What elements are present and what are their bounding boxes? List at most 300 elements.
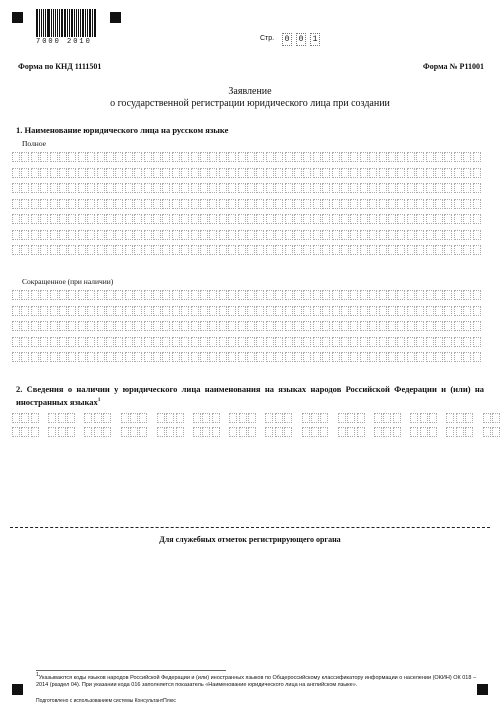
- char-cell[interactable]: [162, 168, 170, 178]
- char-cell[interactable]: [444, 152, 452, 162]
- char-cell[interactable]: [473, 152, 481, 162]
- char-cell[interactable]: [369, 321, 377, 331]
- char-cell[interactable]: [285, 337, 293, 347]
- char-cell[interactable]: [379, 337, 387, 347]
- char-cell[interactable]: [426, 337, 434, 347]
- char-cell[interactable]: [87, 321, 95, 331]
- char-cell[interactable]: [444, 214, 452, 224]
- char-cell[interactable]: [166, 427, 174, 437]
- char-cell[interactable]: [294, 152, 302, 162]
- char-cell[interactable]: [341, 152, 349, 162]
- char-cell[interactable]: [416, 337, 424, 347]
- char-cell[interactable]: [31, 183, 39, 193]
- char-cell[interactable]: [78, 214, 86, 224]
- char-cell[interactable]: [397, 337, 405, 347]
- char-cell[interactable]: [256, 290, 264, 300]
- char-cell[interactable]: [181, 290, 189, 300]
- char-cell[interactable]: [48, 413, 56, 423]
- char-cell[interactable]: [285, 168, 293, 178]
- char-cell[interactable]: [454, 168, 462, 178]
- char-cell[interactable]: [341, 230, 349, 240]
- char-cell[interactable]: [106, 152, 114, 162]
- char-cell[interactable]: [341, 321, 349, 331]
- char-cell[interactable]: [228, 306, 236, 316]
- char-cell[interactable]: [456, 413, 464, 423]
- char-cell[interactable]: [266, 321, 274, 331]
- char-cell[interactable]: [200, 245, 208, 255]
- char-cell[interactable]: [388, 168, 396, 178]
- char-cell[interactable]: [191, 321, 199, 331]
- char-cell[interactable]: [200, 214, 208, 224]
- char-cell[interactable]: [181, 306, 189, 316]
- char-cell[interactable]: [416, 199, 424, 209]
- char-cell[interactable]: [125, 183, 133, 193]
- char-cell[interactable]: [350, 152, 358, 162]
- char-cell[interactable]: [332, 168, 340, 178]
- char-cell[interactable]: [97, 214, 105, 224]
- char-cell[interactable]: [360, 245, 368, 255]
- char-cell[interactable]: [12, 306, 20, 316]
- char-cell[interactable]: [303, 214, 311, 224]
- char-cell[interactable]: [125, 290, 133, 300]
- char-cell[interactable]: [172, 321, 180, 331]
- char-cell[interactable]: [97, 306, 105, 316]
- char-cell[interactable]: [444, 352, 452, 362]
- char-cell[interactable]: [284, 427, 292, 437]
- char-cell[interactable]: [40, 230, 48, 240]
- char-cell[interactable]: [341, 199, 349, 209]
- char-cell[interactable]: [426, 352, 434, 362]
- char-cell[interactable]: [125, 337, 133, 347]
- char-cell[interactable]: [473, 168, 481, 178]
- char-cell[interactable]: [125, 214, 133, 224]
- char-cell[interactable]: [115, 352, 123, 362]
- char-cell[interactable]: [134, 337, 142, 347]
- char-cell[interactable]: [426, 214, 434, 224]
- char-cell[interactable]: [238, 306, 246, 316]
- char-cell[interactable]: [40, 245, 48, 255]
- char-cell[interactable]: [219, 214, 227, 224]
- char-cell[interactable]: [153, 230, 161, 240]
- char-cell[interactable]: [285, 321, 293, 331]
- char-cell[interactable]: [379, 230, 387, 240]
- char-cell[interactable]: [200, 183, 208, 193]
- char-cell[interactable]: [31, 306, 39, 316]
- char-cell[interactable]: [266, 306, 274, 316]
- char-cell[interactable]: [219, 199, 227, 209]
- char-cell[interactable]: [50, 306, 58, 316]
- char-cell[interactable]: [454, 152, 462, 162]
- char-cell[interactable]: [332, 199, 340, 209]
- char-cell[interactable]: [454, 321, 462, 331]
- char-cell[interactable]: [429, 413, 437, 423]
- char-cell[interactable]: [144, 214, 152, 224]
- char-cell[interactable]: [97, 245, 105, 255]
- char-cell[interactable]: [416, 352, 424, 362]
- char-cell[interactable]: [313, 214, 321, 224]
- char-cell[interactable]: [463, 199, 471, 209]
- char-cell[interactable]: [134, 168, 142, 178]
- char-cell[interactable]: [125, 306, 133, 316]
- char-cell[interactable]: [228, 337, 236, 347]
- char-cell[interactable]: [397, 306, 405, 316]
- char-cell[interactable]: [12, 230, 20, 240]
- char-cell[interactable]: [341, 290, 349, 300]
- char-cell[interactable]: [357, 413, 365, 423]
- char-cell[interactable]: [426, 321, 434, 331]
- char-cell[interactable]: [426, 290, 434, 300]
- char-cell[interactable]: [200, 352, 208, 362]
- char-cell[interactable]: [172, 306, 180, 316]
- char-cell[interactable]: [191, 168, 199, 178]
- char-cell[interactable]: [115, 199, 123, 209]
- char-cell[interactable]: [134, 199, 142, 209]
- char-cell[interactable]: [125, 321, 133, 331]
- char-cell[interactable]: [313, 183, 321, 193]
- char-cell[interactable]: [393, 413, 401, 423]
- char-cell[interactable]: [341, 183, 349, 193]
- char-cell[interactable]: [181, 199, 189, 209]
- char-cell[interactable]: [350, 352, 358, 362]
- char-cell[interactable]: [247, 214, 255, 224]
- char-cell[interactable]: [191, 306, 199, 316]
- char-cell[interactable]: [294, 183, 302, 193]
- char-cell[interactable]: [59, 321, 67, 331]
- char-cell[interactable]: [172, 352, 180, 362]
- char-cell[interactable]: [350, 168, 358, 178]
- char-cell[interactable]: [238, 337, 246, 347]
- char-cell[interactable]: [59, 214, 67, 224]
- char-cell[interactable]: [144, 199, 152, 209]
- char-cell[interactable]: [209, 183, 217, 193]
- char-cell[interactable]: [209, 352, 217, 362]
- char-cell[interactable]: [228, 214, 236, 224]
- char-cell[interactable]: [130, 413, 138, 423]
- char-cell[interactable]: [106, 245, 114, 255]
- char-cell[interactable]: [209, 290, 217, 300]
- char-cell[interactable]: [59, 337, 67, 347]
- char-cell[interactable]: [181, 183, 189, 193]
- char-cell[interactable]: [78, 230, 86, 240]
- char-cell[interactable]: [228, 245, 236, 255]
- char-cell[interactable]: [78, 168, 86, 178]
- char-cell[interactable]: [285, 306, 293, 316]
- char-cell[interactable]: [420, 413, 428, 423]
- char-cell[interactable]: [121, 427, 129, 437]
- char-cell[interactable]: [130, 427, 138, 437]
- char-cell[interactable]: [350, 183, 358, 193]
- char-cell[interactable]: [388, 306, 396, 316]
- char-cell[interactable]: [483, 427, 491, 437]
- char-cell[interactable]: [256, 306, 264, 316]
- char-cell[interactable]: [191, 199, 199, 209]
- char-cell[interactable]: [285, 245, 293, 255]
- char-cell[interactable]: [379, 245, 387, 255]
- char-cell[interactable]: [50, 183, 58, 193]
- char-cell[interactable]: [303, 321, 311, 331]
- char-cell[interactable]: [219, 306, 227, 316]
- char-cell[interactable]: [238, 321, 246, 331]
- char-cell[interactable]: [68, 199, 76, 209]
- char-cell[interactable]: [50, 214, 58, 224]
- char-cell[interactable]: [454, 214, 462, 224]
- char-cell[interactable]: [473, 245, 481, 255]
- char-cell[interactable]: [176, 413, 184, 423]
- char-cell[interactable]: [369, 290, 377, 300]
- char-cell[interactable]: [31, 413, 39, 423]
- char-cell[interactable]: [228, 183, 236, 193]
- char-cell[interactable]: [275, 152, 283, 162]
- char-cell[interactable]: [407, 230, 415, 240]
- char-cell[interactable]: [275, 230, 283, 240]
- char-cell[interactable]: [219, 337, 227, 347]
- char-cell[interactable]: [209, 245, 217, 255]
- char-cell[interactable]: [200, 199, 208, 209]
- char-cell[interactable]: [21, 427, 29, 437]
- char-cell[interactable]: [68, 321, 76, 331]
- char-cell[interactable]: [256, 321, 264, 331]
- char-cell[interactable]: [256, 337, 264, 347]
- char-cell[interactable]: [191, 245, 199, 255]
- char-cell[interactable]: [166, 413, 174, 423]
- char-cell[interactable]: [59, 199, 67, 209]
- char-cell[interactable]: [247, 245, 255, 255]
- char-cell[interactable]: [388, 337, 396, 347]
- char-cell[interactable]: [191, 183, 199, 193]
- char-cell[interactable]: [360, 152, 368, 162]
- char-cell[interactable]: [332, 214, 340, 224]
- char-cell[interactable]: [115, 168, 123, 178]
- char-cell[interactable]: [21, 199, 29, 209]
- char-cell[interactable]: [239, 413, 247, 423]
- char-cell[interactable]: [463, 230, 471, 240]
- char-cell[interactable]: [465, 413, 473, 423]
- char-cell[interactable]: [58, 427, 66, 437]
- char-cell[interactable]: [202, 413, 210, 423]
- char-cell[interactable]: [266, 245, 274, 255]
- char-cell[interactable]: [202, 427, 210, 437]
- char-cell[interactable]: [303, 290, 311, 300]
- char-cell[interactable]: [40, 183, 48, 193]
- char-cell[interactable]: [284, 413, 292, 423]
- char-cell[interactable]: [219, 245, 227, 255]
- char-cell[interactable]: [388, 199, 396, 209]
- char-cell[interactable]: [125, 152, 133, 162]
- char-cell[interactable]: [228, 199, 236, 209]
- char-cell[interactable]: [435, 214, 443, 224]
- char-cell[interactable]: [294, 245, 302, 255]
- char-cell[interactable]: [134, 214, 142, 224]
- char-cell[interactable]: [256, 183, 264, 193]
- char-cell[interactable]: [21, 337, 29, 347]
- char-cell[interactable]: [341, 337, 349, 347]
- char-cell[interactable]: [256, 168, 264, 178]
- char-cell[interactable]: [68, 306, 76, 316]
- char-cell[interactable]: [426, 199, 434, 209]
- char-cell[interactable]: [388, 290, 396, 300]
- char-cell[interactable]: [59, 290, 67, 300]
- char-cell[interactable]: [247, 230, 255, 240]
- char-cell[interactable]: [247, 183, 255, 193]
- char-cell[interactable]: [200, 306, 208, 316]
- char-cell[interactable]: [172, 290, 180, 300]
- char-cell[interactable]: [303, 306, 311, 316]
- char-cell[interactable]: [426, 245, 434, 255]
- char-cell[interactable]: [31, 245, 39, 255]
- char-cell[interactable]: [256, 230, 264, 240]
- char-cell[interactable]: [454, 352, 462, 362]
- char-cell[interactable]: [134, 352, 142, 362]
- char-cell[interactable]: [407, 337, 415, 347]
- char-cell[interactable]: [21, 306, 29, 316]
- char-cell[interactable]: [228, 321, 236, 331]
- char-cell[interactable]: [454, 245, 462, 255]
- char-cell[interactable]: [31, 321, 39, 331]
- char-cell[interactable]: [416, 290, 424, 300]
- char-cell[interactable]: [97, 230, 105, 240]
- char-cell[interactable]: [444, 199, 452, 209]
- char-cell[interactable]: [426, 152, 434, 162]
- char-cell[interactable]: [388, 245, 396, 255]
- char-cell[interactable]: [320, 427, 328, 437]
- char-cell[interactable]: [383, 413, 391, 423]
- char-cell[interactable]: [162, 337, 170, 347]
- char-cell[interactable]: [238, 230, 246, 240]
- char-cell[interactable]: [50, 230, 58, 240]
- char-cell[interactable]: [294, 290, 302, 300]
- char-cell[interactable]: [275, 183, 283, 193]
- char-cell[interactable]: [40, 152, 48, 162]
- char-cell[interactable]: [454, 199, 462, 209]
- char-cell[interactable]: [341, 306, 349, 316]
- char-cell[interactable]: [153, 245, 161, 255]
- char-cell[interactable]: [78, 152, 86, 162]
- char-cell[interactable]: [68, 245, 76, 255]
- char-cell[interactable]: [360, 230, 368, 240]
- char-cell[interactable]: [247, 290, 255, 300]
- char-cell[interactable]: [369, 199, 377, 209]
- char-cell[interactable]: [31, 168, 39, 178]
- char-cell[interactable]: [144, 290, 152, 300]
- char-cell[interactable]: [191, 152, 199, 162]
- char-cell[interactable]: [313, 199, 321, 209]
- char-cell[interactable]: [78, 321, 86, 331]
- char-cell[interactable]: [84, 413, 92, 423]
- char-cell[interactable]: [97, 199, 105, 209]
- char-cell[interactable]: [397, 168, 405, 178]
- char-cell[interactable]: [426, 306, 434, 316]
- char-cell[interactable]: [238, 168, 246, 178]
- char-cell[interactable]: [248, 413, 256, 423]
- char-cell[interactable]: [219, 183, 227, 193]
- char-cell[interactable]: [294, 306, 302, 316]
- char-cell[interactable]: [21, 214, 29, 224]
- char-cell[interactable]: [134, 306, 142, 316]
- char-cell[interactable]: [435, 290, 443, 300]
- char-cell[interactable]: [153, 214, 161, 224]
- char-cell[interactable]: [139, 413, 147, 423]
- char-cell[interactable]: [360, 321, 368, 331]
- char-cell[interactable]: [379, 152, 387, 162]
- char-cell[interactable]: [103, 427, 111, 437]
- char-cell[interactable]: [266, 290, 274, 300]
- char-cell[interactable]: [12, 214, 20, 224]
- char-cell[interactable]: [302, 413, 310, 423]
- char-cell[interactable]: [463, 214, 471, 224]
- char-cell[interactable]: [87, 337, 95, 347]
- char-cell[interactable]: [181, 321, 189, 331]
- char-cell[interactable]: [68, 290, 76, 300]
- char-cell[interactable]: [379, 183, 387, 193]
- char-cell[interactable]: [181, 214, 189, 224]
- char-cell[interactable]: [285, 183, 293, 193]
- char-cell[interactable]: [446, 413, 454, 423]
- char-cell[interactable]: [407, 352, 415, 362]
- char-cell[interactable]: [144, 321, 152, 331]
- char-cell[interactable]: [294, 230, 302, 240]
- char-cell[interactable]: [106, 183, 114, 193]
- char-cell[interactable]: [153, 168, 161, 178]
- char-cell[interactable]: [416, 245, 424, 255]
- char-cell[interactable]: [256, 152, 264, 162]
- char-cell[interactable]: [374, 427, 382, 437]
- char-cell[interactable]: [78, 337, 86, 347]
- char-cell[interactable]: [157, 427, 165, 437]
- char-cell[interactable]: [303, 337, 311, 347]
- char-cell[interactable]: [238, 245, 246, 255]
- char-cell[interactable]: [144, 183, 152, 193]
- char-cell[interactable]: [12, 352, 20, 362]
- char-cell[interactable]: [219, 230, 227, 240]
- char-cell[interactable]: [473, 230, 481, 240]
- char-cell[interactable]: [379, 214, 387, 224]
- char-cell[interactable]: [97, 321, 105, 331]
- char-cell[interactable]: [322, 337, 330, 347]
- char-cell[interactable]: [209, 321, 217, 331]
- char-cell[interactable]: [407, 152, 415, 162]
- char-cell[interactable]: [172, 214, 180, 224]
- char-cell[interactable]: [87, 183, 95, 193]
- char-cell[interactable]: [322, 183, 330, 193]
- char-cell[interactable]: [347, 427, 355, 437]
- char-cell[interactable]: [350, 321, 358, 331]
- char-cell[interactable]: [31, 337, 39, 347]
- char-cell[interactable]: [21, 352, 29, 362]
- char-cell[interactable]: [275, 199, 283, 209]
- char-cell[interactable]: [247, 152, 255, 162]
- char-cell[interactable]: [473, 306, 481, 316]
- char-cell[interactable]: [397, 245, 405, 255]
- char-cell[interactable]: [322, 168, 330, 178]
- char-cell[interactable]: [153, 290, 161, 300]
- char-cell[interactable]: [97, 183, 105, 193]
- char-cell[interactable]: [78, 245, 86, 255]
- char-cell[interactable]: [139, 427, 147, 437]
- char-cell[interactable]: [12, 245, 20, 255]
- char-cell[interactable]: [68, 214, 76, 224]
- char-cell[interactable]: [350, 245, 358, 255]
- char-cell[interactable]: [238, 199, 246, 209]
- char-cell[interactable]: [410, 413, 418, 423]
- char-cell[interactable]: [21, 152, 29, 162]
- char-cell[interactable]: [313, 352, 321, 362]
- char-cell[interactable]: [388, 183, 396, 193]
- char-cell[interactable]: [266, 214, 274, 224]
- char-cell[interactable]: [429, 427, 437, 437]
- char-cell[interactable]: [12, 183, 20, 193]
- char-cell[interactable]: [463, 306, 471, 316]
- char-cell[interactable]: [416, 306, 424, 316]
